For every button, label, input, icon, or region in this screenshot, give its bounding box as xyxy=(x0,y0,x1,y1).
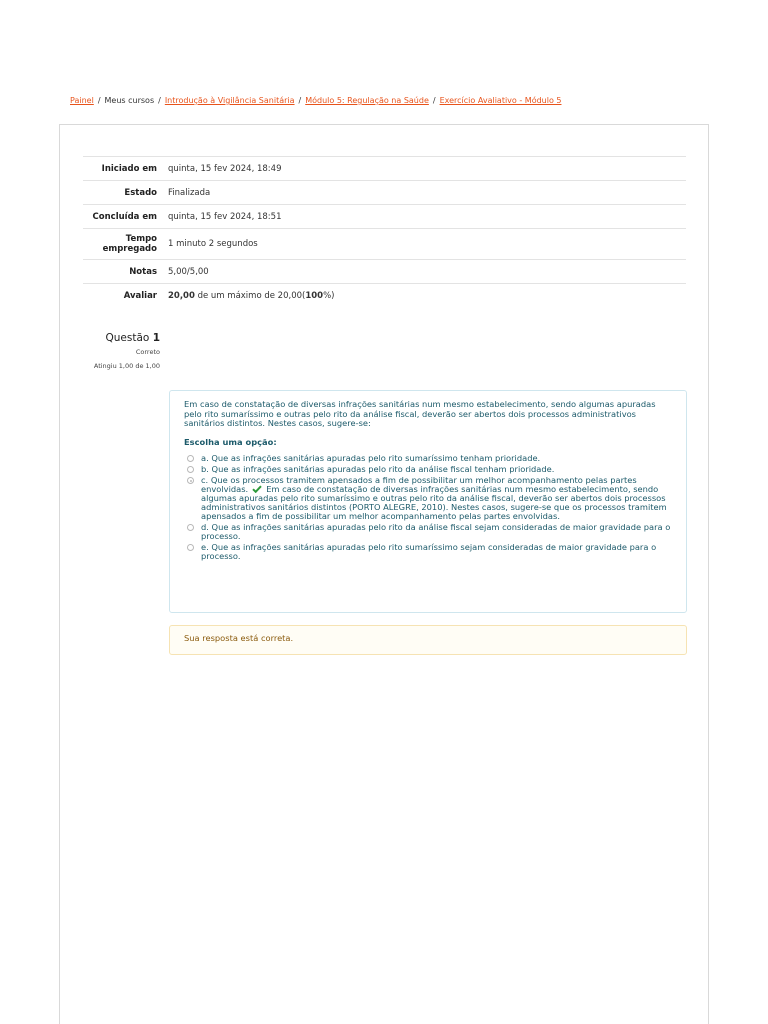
summary-label-line: empregado xyxy=(102,244,157,254)
answer-feedback: Em caso de constatação de diversas infrações sanitárias num mesmo estabelecimento, sendo algumas apuradas pelo rito sumaríssimo e outras pelo rito da análise fiscal, deverão ser abertos dois processos administrativos sanitários distintos (PORTO ALEGRE, 2010). Nestes casos, sugere-se que os processos tramitem apensados a fim de possibilitar um melhor acompanhamento pelas partes envolvidas. xyxy=(201,484,667,521)
answer-text: a. Que as infrações sanitárias apuradas pelo rito sumaríssimo tenham prioridade. xyxy=(201,453,541,463)
breadcrumb-meus-cursos: Meus cursos xyxy=(104,96,155,105)
summary-value xyxy=(168,291,335,301)
answer-option-c[interactable] xyxy=(184,476,672,521)
breadcrumb-separator: / xyxy=(158,96,161,105)
breadcrumb-exercicio[interactable]: Exercício Avaliativo - Módulo 5 xyxy=(439,96,562,105)
radio-button[interactable] xyxy=(187,455,194,462)
question-state: Correto xyxy=(135,348,160,356)
summary-value: Finalizada xyxy=(168,187,211,198)
answer-text: e. Que as infrações sanitárias apuradas pelo rito sumaríssimo sejam consideradas de maior gravidade para o processo. xyxy=(201,542,657,561)
summary-label-line: Tempo xyxy=(125,234,157,244)
question-formulation xyxy=(169,390,687,613)
answer-text: d. Que as infrações sanitárias apuradas pelo rito da análise fiscal sejam consideradas de maior gravidade para o processo. xyxy=(201,522,671,541)
summary-label: Avaliar xyxy=(123,290,157,301)
summary-label: Iniciado em xyxy=(101,163,157,174)
breadcrumb-separator: / xyxy=(298,96,302,105)
question-title-prefix: Questão xyxy=(105,332,153,344)
answer-text: b. Que as infrações sanitárias apuradas pelo rito da análise fiscal tenham prioridade. xyxy=(201,464,555,474)
grade-percent: 100 xyxy=(305,290,324,301)
breadcrumb-curso[interactable]: Introdução à Vigilância Sanitária xyxy=(164,96,295,105)
outcome-feedback: Sua resposta está correta. xyxy=(169,625,687,655)
answer-option-e[interactable] xyxy=(184,543,672,561)
answer-option-b[interactable] xyxy=(184,465,672,474)
breadcrumb-separator: / xyxy=(97,96,101,105)
grade-text-end: %) xyxy=(323,290,335,301)
summary-label xyxy=(83,234,168,254)
breadcrumb-modulo[interactable]: Módulo 5: Regulação na Saúde xyxy=(305,96,429,105)
radio-button[interactable] xyxy=(187,544,194,551)
question-title xyxy=(84,332,160,344)
answer-prompt: Escolha uma opção: xyxy=(184,436,277,447)
summary-label: Concluída em xyxy=(92,211,157,222)
question-info xyxy=(84,332,160,370)
breadcrumb xyxy=(70,96,561,105)
question-text: Em caso de constatação de diversas infrações sanitárias num mesmo estabelecimento, sendo algumas apuradas pelo rito sumaríssimo e outras pelo rito da análise fiscal, deverão ser abertos dois processos administrativos sanitários distintos. Nestes casos, sugere-se: xyxy=(184,399,656,428)
radio-button[interactable] xyxy=(187,524,194,531)
answer-text: c. Que os processos tramitem apensados a fim de possibilitar um melhor acompanhamento pelas partes envolvidas. xyxy=(201,475,637,494)
summary-row-tempo xyxy=(83,229,686,260)
answer-option-a[interactable] xyxy=(184,454,672,463)
question-grade: Atingiu 1,00 de 1,00 xyxy=(93,362,160,370)
attempt-summary-table xyxy=(83,156,686,307)
summary-row-estado xyxy=(83,181,686,205)
check-icon xyxy=(252,485,262,493)
summary-value: quinta, 15 fev 2024, 18:49 xyxy=(168,163,282,174)
summary-row-notas xyxy=(83,260,686,284)
question-number: 1 xyxy=(152,332,160,344)
breadcrumb-separator: / xyxy=(432,96,436,105)
radio-button[interactable] xyxy=(187,466,194,473)
summary-label: Notas xyxy=(129,266,157,277)
summary-row-concluida xyxy=(83,205,686,229)
answer-option-d[interactable] xyxy=(184,523,672,541)
summary-label: Estado xyxy=(124,187,157,198)
summary-value: quinta, 15 fev 2024, 18:51 xyxy=(168,211,282,222)
summary-row-avaliar xyxy=(83,284,686,307)
radio-button-selected[interactable] xyxy=(187,477,194,484)
grade-text: de um máximo de 20,00( xyxy=(194,290,306,301)
answer-list xyxy=(184,454,672,561)
summary-row-iniciado xyxy=(83,157,686,181)
grade-score: 20,00 xyxy=(168,290,195,301)
summary-value: 1 minuto 2 segundos xyxy=(168,239,258,249)
breadcrumb-painel[interactable]: Painel xyxy=(70,96,94,105)
summary-value: 5,00/5,00 xyxy=(168,266,209,277)
